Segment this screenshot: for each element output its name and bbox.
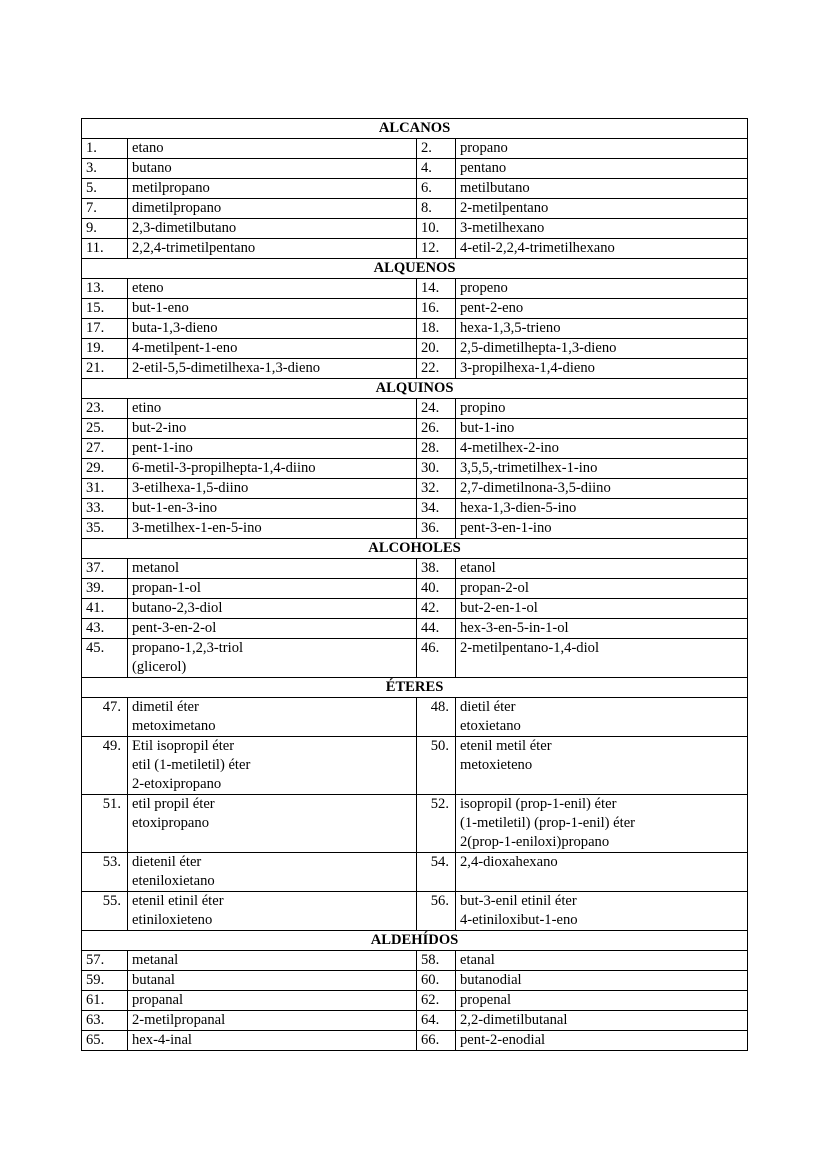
compound-name: butanal: [128, 971, 417, 991]
section-header-row: [82, 931, 748, 951]
section-title: ALCOHOLES: [82, 539, 748, 559]
compound-name: butano-2,3-diol: [128, 599, 417, 619]
compound-row: [82, 139, 748, 159]
compound-row: [82, 599, 748, 619]
compound-name: hex-4-inal: [128, 1031, 417, 1051]
compound-number: 63.: [82, 1011, 128, 1031]
compound-row: [82, 892, 748, 931]
section-title: ALDEHÍDOS: [82, 931, 748, 951]
compound-number: 33.: [82, 499, 128, 519]
compound-number: 18.: [417, 319, 456, 339]
compound-number: 53.: [82, 853, 128, 892]
section-title: ALCANOS: [82, 119, 748, 139]
compound-name: propan-2-ol: [456, 579, 748, 599]
compound-name: propeno: [456, 279, 748, 299]
compound-row: [82, 1011, 748, 1031]
compound-name: dimetil éter metoximetano: [128, 698, 417, 737]
compound-name: etano: [128, 139, 417, 159]
compound-row: [82, 159, 748, 179]
compound-name: 2,2-dimetilbutanal: [456, 1011, 748, 1031]
compound-name: propan-1-ol: [128, 579, 417, 599]
compound-number: 3.: [82, 159, 128, 179]
compound-number: 17.: [82, 319, 128, 339]
compound-name: but-1-en-3-ino: [128, 499, 417, 519]
compound-name: but-1-eno: [128, 299, 417, 319]
compound-name: 2,5-dimetilhepta-1,3-dieno: [456, 339, 748, 359]
compound-number: 22.: [417, 359, 456, 379]
compound-row: [82, 279, 748, 299]
compound-name: pent-2-eno: [456, 299, 748, 319]
compound-number: 30.: [417, 459, 456, 479]
compound-row: [82, 299, 748, 319]
section-header-row: [82, 119, 748, 139]
compound-name: propanal: [128, 991, 417, 1011]
compound-number: 65.: [82, 1031, 128, 1051]
compound-row: [82, 559, 748, 579]
compound-name: 2,7-dimetilnona-3,5-diino: [456, 479, 748, 499]
compound-number: 23.: [82, 399, 128, 419]
compound-number: 64.: [417, 1011, 456, 1031]
compound-name: etil propil éter etoxipropano: [128, 795, 417, 853]
compound-number: 8.: [417, 199, 456, 219]
section-title: ALQUENOS: [82, 259, 748, 279]
compound-number: 25.: [82, 419, 128, 439]
compound-row: [82, 971, 748, 991]
compound-number: 56.: [417, 892, 456, 931]
compound-number: 58.: [417, 951, 456, 971]
compound-name: propino: [456, 399, 748, 419]
compound-name: dietil éter etoxietano: [456, 698, 748, 737]
section-header-row: [82, 379, 748, 399]
compound-number: 38.: [417, 559, 456, 579]
compound-number: 51.: [82, 795, 128, 853]
compound-row: [82, 579, 748, 599]
compound-number: 47.: [82, 698, 128, 737]
compound-name: eteno: [128, 279, 417, 299]
compound-name: 4-metilhex-2-ino: [456, 439, 748, 459]
compound-number: 31.: [82, 479, 128, 499]
compound-table: [81, 118, 748, 1051]
section-title: ÉTERES: [82, 678, 748, 698]
compound-name: pent-3-en-1-ino: [456, 519, 748, 539]
compound-name: 2-metilpropanal: [128, 1011, 417, 1031]
compound-number: 36.: [417, 519, 456, 539]
compound-number: 24.: [417, 399, 456, 419]
compound-number: 9.: [82, 219, 128, 239]
compound-number: 10.: [417, 219, 456, 239]
compound-name: dietenil éter eteniloxietano: [128, 853, 417, 892]
compound-row: [82, 737, 748, 795]
compound-name: but-2-en-1-ol: [456, 599, 748, 619]
compound-name: propenal: [456, 991, 748, 1011]
compound-row: [82, 795, 748, 853]
compound-number: 49.: [82, 737, 128, 795]
compound-name: pentano: [456, 159, 748, 179]
compound-row: [82, 339, 748, 359]
compound-number: 4.: [417, 159, 456, 179]
compound-name: 2,2,4-trimetilpentano: [128, 239, 417, 259]
compound-number: 55.: [82, 892, 128, 931]
compound-number: 43.: [82, 619, 128, 639]
compound-name: propano: [456, 139, 748, 159]
compound-row: [82, 639, 748, 678]
compound-number: 13.: [82, 279, 128, 299]
compound-name: 4-metilpent-1-eno: [128, 339, 417, 359]
compound-name: hexa-1,3,5-trieno: [456, 319, 748, 339]
compound-number: 12.: [417, 239, 456, 259]
compound-number: 62.: [417, 991, 456, 1011]
compound-name: etenil metil éter metoxieteno: [456, 737, 748, 795]
compound-name: pent-1-ino: [128, 439, 417, 459]
compound-name: metanal: [128, 951, 417, 971]
section-header-row: [82, 539, 748, 559]
compound-number: 15.: [82, 299, 128, 319]
compound-number: 35.: [82, 519, 128, 539]
compound-row: [82, 479, 748, 499]
compound-name: 2,4-dioxahexano: [456, 853, 748, 892]
compound-number: 40.: [417, 579, 456, 599]
compound-name: metilpropano: [128, 179, 417, 199]
compound-number: 41.: [82, 599, 128, 619]
compound-number: 37.: [82, 559, 128, 579]
compound-name: 3-etilhexa-1,5-diino: [128, 479, 417, 499]
compound-row: [82, 1031, 748, 1051]
compound-row: [82, 991, 748, 1011]
compound-number: 61.: [82, 991, 128, 1011]
section-header-row: [82, 259, 748, 279]
compound-number: 21.: [82, 359, 128, 379]
compound-number: 34.: [417, 499, 456, 519]
compound-number: 26.: [417, 419, 456, 439]
compound-name: 2-metilpentano-1,4-diol: [456, 639, 748, 678]
compound-number: 44.: [417, 619, 456, 639]
compound-name: but-3-enil etinil éter 4-etiniloxibut-1-eno: [456, 892, 748, 931]
compound-name: 3,5,5,-trimetilhex-1-ino: [456, 459, 748, 479]
compound-number: 46.: [417, 639, 456, 678]
compound-row: [82, 519, 748, 539]
compound-name: 2,3-dimetilbutano: [128, 219, 417, 239]
compound-number: 42.: [417, 599, 456, 619]
compound-number: 28.: [417, 439, 456, 459]
compound-row: [82, 239, 748, 259]
section-header-row: [82, 678, 748, 698]
compound-row: [82, 951, 748, 971]
compound-number: 29.: [82, 459, 128, 479]
compound-name: metanol: [128, 559, 417, 579]
compound-name: propano-1,2,3-triol (glicerol): [128, 639, 417, 678]
compound-number: 19.: [82, 339, 128, 359]
compound-number: 7.: [82, 199, 128, 219]
compound-table-body: [82, 119, 748, 1051]
compound-row: [82, 419, 748, 439]
compound-name: 6-metil-3-propilhepta-1,4-diino: [128, 459, 417, 479]
compound-row: [82, 439, 748, 459]
compound-row: [82, 219, 748, 239]
compound-name: hex-3-en-5-in-1-ol: [456, 619, 748, 639]
compound-number: 66.: [417, 1031, 456, 1051]
compound-name: 3-metilhexano: [456, 219, 748, 239]
compound-name: isopropil (prop-1-enil) éter (1-metiletil) (prop-1-enil) éter 2(prop-1-eniloxi)propano: [456, 795, 748, 853]
compound-name: butano: [128, 159, 417, 179]
compound-number: 5.: [82, 179, 128, 199]
compound-name: pent-2-enodial: [456, 1031, 748, 1051]
compound-row: [82, 619, 748, 639]
compound-number: 20.: [417, 339, 456, 359]
compound-number: 2.: [417, 139, 456, 159]
compound-name: etanol: [456, 559, 748, 579]
compound-number: 52.: [417, 795, 456, 853]
compound-number: 11.: [82, 239, 128, 259]
compound-number: 59.: [82, 971, 128, 991]
compound-number: 60.: [417, 971, 456, 991]
compound-name: 2-metilpentano: [456, 199, 748, 219]
compound-name: etanal: [456, 951, 748, 971]
compound-name: 2-etil-5,5-dimetilhexa-1,3-dieno: [128, 359, 417, 379]
compound-row: [82, 399, 748, 419]
compound-name: etenil etinil éter etiniloxieteno: [128, 892, 417, 931]
compound-row: [82, 853, 748, 892]
compound-name: butanodial: [456, 971, 748, 991]
compound-name: Etil isopropil éter etil (1-metiletil) éter 2-etoxipropano: [128, 737, 417, 795]
compound-name: pent-3-en-2-ol: [128, 619, 417, 639]
compound-number: 6.: [417, 179, 456, 199]
compound-number: 45.: [82, 639, 128, 678]
compound-row: [82, 698, 748, 737]
compound-row: [82, 179, 748, 199]
compound-row: [82, 319, 748, 339]
compound-number: 54.: [417, 853, 456, 892]
compound-name: 3-metilhex-1-en-5-ino: [128, 519, 417, 539]
compound-name: dimetilpropano: [128, 199, 417, 219]
compound-number: 32.: [417, 479, 456, 499]
compound-row: [82, 459, 748, 479]
compound-number: 50.: [417, 737, 456, 795]
compound-number: 14.: [417, 279, 456, 299]
compound-number: 1.: [82, 139, 128, 159]
compound-number: 57.: [82, 951, 128, 971]
compound-name: metilbutano: [456, 179, 748, 199]
compound-name: etino: [128, 399, 417, 419]
compound-name: hexa-1,3-dien-5-ino: [456, 499, 748, 519]
compound-name: buta-1,3-dieno: [128, 319, 417, 339]
compound-number: 48.: [417, 698, 456, 737]
compound-row: [82, 199, 748, 219]
compound-name: but-2-ino: [128, 419, 417, 439]
compound-number: 39.: [82, 579, 128, 599]
compound-row: [82, 359, 748, 379]
compound-name: but-1-ino: [456, 419, 748, 439]
compound-name: 3-propilhexa-1,4-dieno: [456, 359, 748, 379]
compound-name: 4-etil-2,2,4-trimetilhexano: [456, 239, 748, 259]
compound-number: 16.: [417, 299, 456, 319]
section-title: ALQUINOS: [82, 379, 748, 399]
compound-row: [82, 499, 748, 519]
compound-number: 27.: [82, 439, 128, 459]
